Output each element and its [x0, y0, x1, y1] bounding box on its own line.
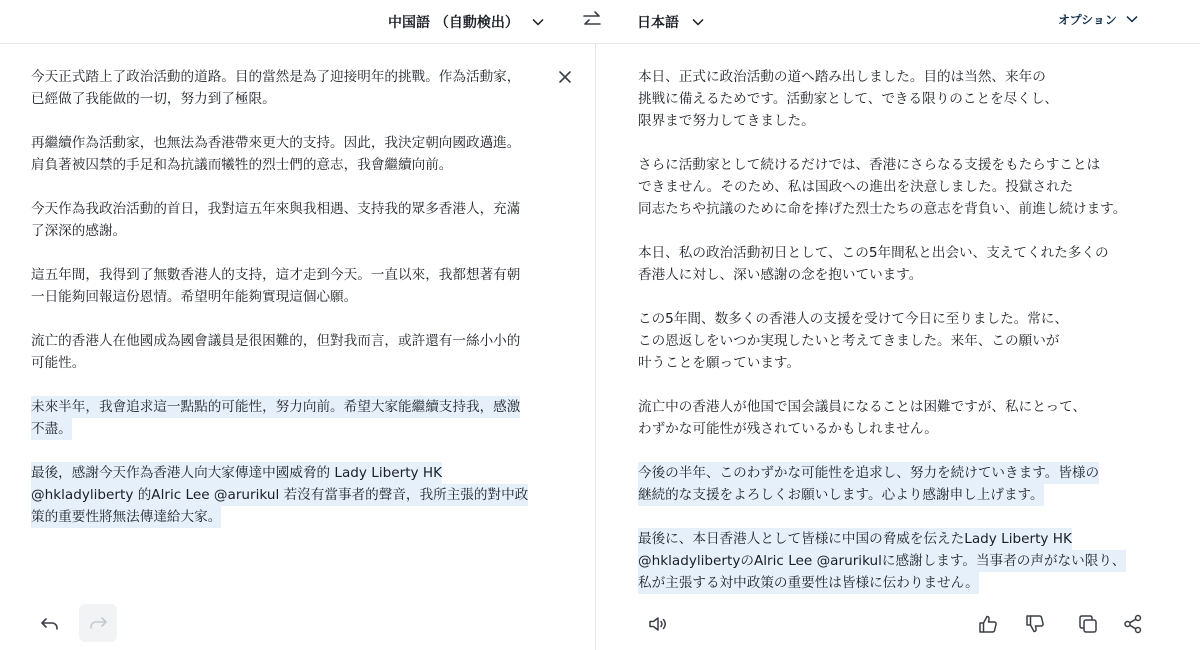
paragraph	[638, 462, 1178, 506]
paragraph	[31, 66, 561, 110]
text-line: 挑戦に備えるためです。活動家として、できる限りのことを尽くし、	[638, 91, 1059, 107]
highlighted-text-line: 私が主張する対中政策の重要性は皆様に伝わりません。	[638, 572, 979, 594]
highlighted-text-line: 最後，感謝今天作為香港人向大家傳達中國威脅的 Lady Liberty HK	[31, 462, 442, 484]
paragraph	[638, 528, 1178, 594]
redo-button[interactable]	[79, 604, 117, 642]
source-text-area[interactable]	[31, 66, 561, 550]
listen-button[interactable]	[640, 606, 676, 642]
text-line: 流亡的香港人在他國成為國會議員是很困難的，但對我而言，或許還有一絲小小的	[31, 333, 521, 349]
text-line: さらに活動家として続けるだけでは、香港にさらなる支援をもたらすことは	[638, 157, 1101, 173]
clear-text-button[interactable]	[556, 68, 574, 86]
text-line: 限界まで努力してきました。	[638, 113, 815, 129]
paragraph	[638, 242, 1178, 286]
share-button[interactable]	[1115, 606, 1151, 642]
paragraph	[31, 198, 561, 242]
text-line: 再繼續作為活動家，也無法為香港帶來更大的支持。因此，我決定朝向國政邁進。	[31, 135, 521, 151]
paragraph	[31, 264, 561, 308]
text-line: 一日能夠回報這份恩情。希望明年能夠實現這個心願。	[31, 289, 358, 305]
highlighted-text-line: 不盡。	[31, 418, 72, 440]
source-language-label: 中国語 （自動検出）	[388, 15, 519, 31]
paragraph	[638, 154, 1178, 220]
target-language-selector[interactable]	[637, 8, 705, 36]
thumb-up-button[interactable]	[970, 606, 1006, 642]
highlighted-text-line: 継続的な支援をよろしくお願いします。心より感謝申し上げます。	[638, 484, 1044, 506]
paragraph	[31, 330, 561, 374]
speaker-icon	[647, 613, 669, 635]
text-line: 可能性。	[31, 355, 86, 371]
undo-icon	[39, 613, 61, 635]
text-line: この5年間、数多くの香港人の支援を受けて今日に至りました。常に、	[638, 311, 1069, 327]
text-line: 香港人に対し、深い感謝の念を抱いています。	[638, 267, 923, 283]
highlighted-text-line: 策的重要性將無法傳達給大家。	[31, 506, 221, 528]
text-line: 了深深的感謝。	[31, 223, 127, 239]
text-line: 肩負著被囚禁的手足和為抗議而犧牲的烈士們的意志，我會繼續向前。	[31, 157, 453, 173]
paragraph	[638, 308, 1178, 374]
close-icon	[556, 68, 574, 86]
text-line: 流亡中の香港人が他国で国会議員になることは困難ですが、私にとって、	[638, 399, 1087, 415]
undo-button[interactable]	[32, 606, 68, 642]
text-line: 本日、正式に政治活動の道へ踏み出しました。目的は当然、来年の	[638, 69, 1046, 85]
pane-divider	[595, 44, 596, 650]
options-menu-button[interactable]	[1058, 8, 1139, 30]
target-language-label: 日本語	[637, 15, 679, 31]
paragraph	[31, 396, 561, 440]
chevron-down-icon	[531, 15, 545, 29]
text-line: 叶うことを願っています。	[638, 355, 801, 371]
thumb-up-icon	[977, 613, 999, 635]
text-line: 本日、私の政治活動初日として、この5年間私と出会い、支えてくれた多くの	[638, 245, 1109, 261]
copy-button[interactable]	[1070, 606, 1106, 642]
thumb-down-button[interactable]	[1017, 606, 1053, 642]
text-line: わずかな可能性が残されているかもしれません。	[638, 421, 938, 437]
paragraph	[31, 132, 561, 176]
share-icon	[1122, 613, 1144, 635]
text-line: 今天正式踏上了政治活動的道路。目的當然是為了迎接明年的挑戰。作為活動家，	[31, 69, 521, 85]
paragraph	[638, 66, 1178, 132]
highlighted-text-line: 未來半年，我會追求這一點點的可能性，努力向前。希望大家能繼續支持我，感激	[31, 396, 520, 418]
source-language-selector[interactable]	[388, 8, 545, 36]
highlighted-text-line: 最後に、本日香港人として皆様に中国の脅威を伝えたLady Liberty HK	[638, 528, 1072, 550]
copy-icon	[1077, 613, 1099, 635]
chevron-down-icon	[1125, 12, 1139, 26]
text-line: 同志たちや抗議のために命を捧げた烈士たちの意志を背負い、前進し続けます。	[638, 201, 1127, 217]
paragraph	[638, 396, 1178, 440]
swap-arrows-icon	[580, 8, 604, 32]
text-line: この恩返しをいつか実現したいと考えてきました。来年、この願いが	[638, 333, 1060, 349]
highlighted-text-line: @hkladylibertyのAlric Lee @arurikulに感謝します。当事者の声がない限り、	[638, 550, 1126, 572]
text-line: 已經做了我能做的一切，努力到了極限。	[31, 91, 276, 107]
translation-text-area	[638, 66, 1178, 616]
text-line: できません。そのため、私は国政への進出を決意しました。投獄された	[638, 179, 1074, 195]
thumb-down-icon	[1024, 613, 1046, 635]
options-label: オプション	[1058, 12, 1117, 27]
text-line: 今天作為我政治活動的首日，我對這五年來與我相遇、支持我的眾多香港人，充滿	[31, 201, 521, 217]
paragraph	[31, 462, 561, 528]
text-line: 這五年間，我得到了無數香港人的支持，這才走到今天。一直以來，我都想著有朝	[31, 267, 521, 283]
highlighted-text-line: 今後の半年、このわずかな可能性を追求し、努力を続けていきます。皆様の	[638, 462, 1099, 484]
highlighted-text-line: @hkladyliberty 的Alric Lee @arurikul 若沒有當事者的聲音，我所主張的對中政	[31, 484, 528, 506]
chevron-down-icon	[691, 15, 705, 29]
swap-languages-button[interactable]	[580, 8, 604, 32]
redo-icon	[87, 612, 109, 634]
top-bar	[0, 0, 1200, 44]
